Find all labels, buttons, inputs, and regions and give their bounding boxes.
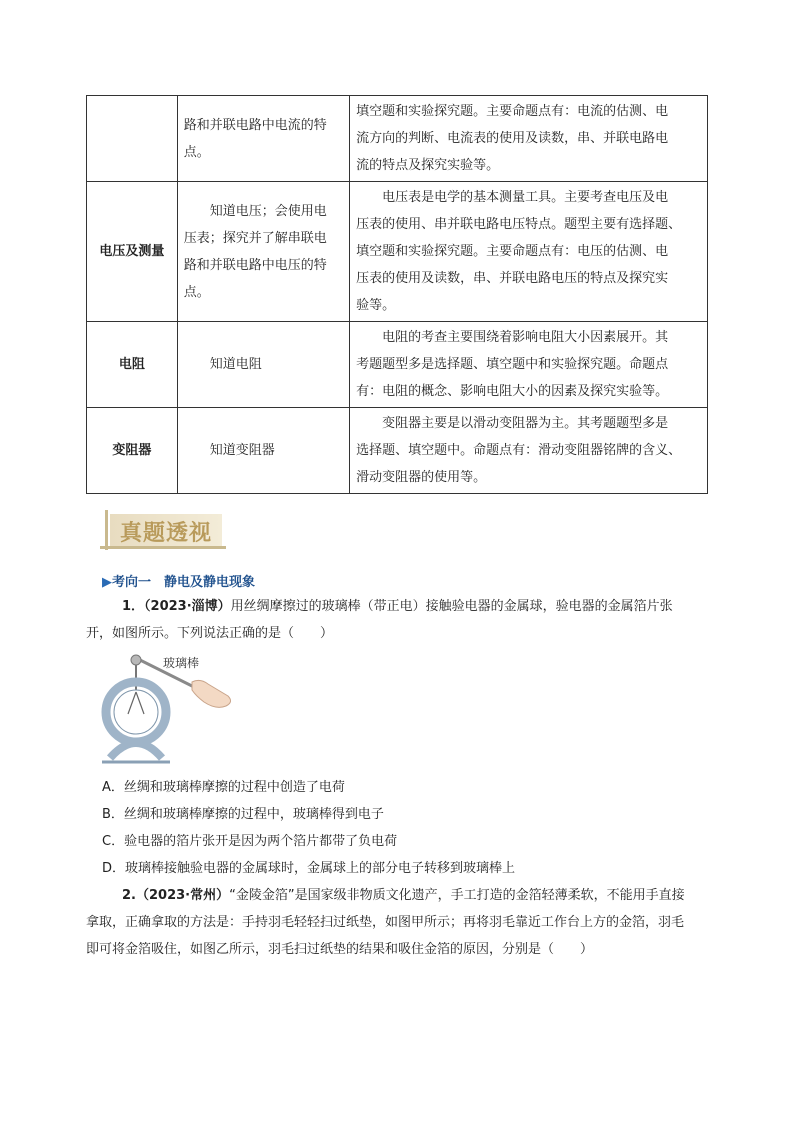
question-number: 1． [122, 599, 145, 614]
analysis-cell: 填空题和实验探究题。主要命题点有：电流的估测、电 流方向的判断、电流表的使用及读数，串、并联电路电 流的特点及探究实验等。 [350, 96, 708, 182]
topic-cell: 电压及测量 [87, 182, 178, 322]
question-text: “金陵金箔”是国家级非物质文化遗产，手工打造的金箔轻薄柔软，不能用手直接 [229, 888, 685, 903]
figure-label: 玻璃棒 [163, 656, 200, 670]
table-row [87, 96, 708, 182]
topic-cell: 电阻 [87, 322, 178, 408]
section-title-bar [105, 510, 108, 550]
triangle-marker-icon: ▶ [102, 575, 112, 590]
option-b: B．丝绸和玻璃棒摩擦的过程中，玻璃棒得到电子 [102, 807, 384, 822]
table-row [87, 182, 708, 322]
question-text: 用丝绸摩擦过的玻璃棒（带正电）接触验电器的金属球，验电器的金属箔片张 [230, 599, 673, 614]
requirement-cell: 知道电压；会使用电 压表；探究并了解串联电 路和并联电路中电压的特 点。 [177, 182, 349, 322]
kaoxiang-label: 考向一 静电及静电现象 [112, 575, 256, 590]
kaoxiang-heading [102, 571, 255, 590]
question-number: 2. [122, 888, 136, 903]
option-c: C．验电器的箔片张开是因为两个箔片都带了负电荷 [102, 834, 398, 849]
question-2-line-2: 拿取，正确拿取的方法是：手持羽毛轻轻扫过纸垫，如图甲所示；再将羽毛靠近工作台上方的金箔，羽毛 [86, 915, 685, 930]
requirement-cell: 知道电阻 [177, 322, 349, 408]
topic-cell [87, 96, 178, 182]
table-row [87, 322, 708, 408]
question-2-line-3: 即可将金箔吸住，如图乙所示，羽毛扫过纸垫的结果和吸住金箔的原因，分别是（ ） [86, 942, 594, 957]
question-source: （2023·常州） [135, 888, 230, 903]
question-1-line-1 [122, 597, 673, 617]
section-title-text: 真题透视 [120, 521, 213, 546]
question-source: （2023·淄博） [144, 599, 231, 614]
table-row [87, 408, 708, 494]
electroscope-stand [110, 743, 162, 758]
metal-ball [131, 655, 141, 665]
option-d: D．玻璃棒接触验电器的金属球时，金属球上的部分电子转移到玻璃棒上 [102, 861, 516, 876]
topic-cell: 变阻器 [87, 408, 178, 494]
hand-icon [192, 680, 231, 707]
requirement-cell: 知道变阻器 [177, 408, 349, 494]
question-2-line-1 [122, 886, 685, 906]
analysis-cell: 电阻的考查主要围绕着影响电阻大小因素展开。其 考题题型多是选择题、填空题中和实验探究题。命题点 有：电阻的概念、影响电阻大小的因素及探究实验等。 [350, 322, 708, 408]
analysis-cell: 变阻器主要是以滑动变阻器为主。其考题题型多是 选择题、填空题中。命题点有：滑动变阻器铭牌的含义、 滑动变阻器的使用等。 [350, 408, 708, 494]
analysis-cell: 电压表是电学的基本测量工具。主要考查电压及电 压表的使用、串并联电路电压特点。题型主要有选择题、 填空题和实验探究题。主要命题点有：电压的估测、电 压表的使用及读数，串、并联电路电压的特点及探究实 验等。 [350, 182, 708, 322]
syllabus-table [86, 95, 708, 494]
electroscope-window [114, 690, 158, 734]
section-title [100, 510, 226, 550]
option-a: A．丝绸和玻璃棒摩擦的过程中创造了电荷 [102, 780, 345, 795]
question-1-line-2: 开，如图所示。下列说法正确的是（ ） [86, 626, 334, 641]
requirement-cell: 路和并联电路中电流的特 点。 [177, 96, 349, 182]
